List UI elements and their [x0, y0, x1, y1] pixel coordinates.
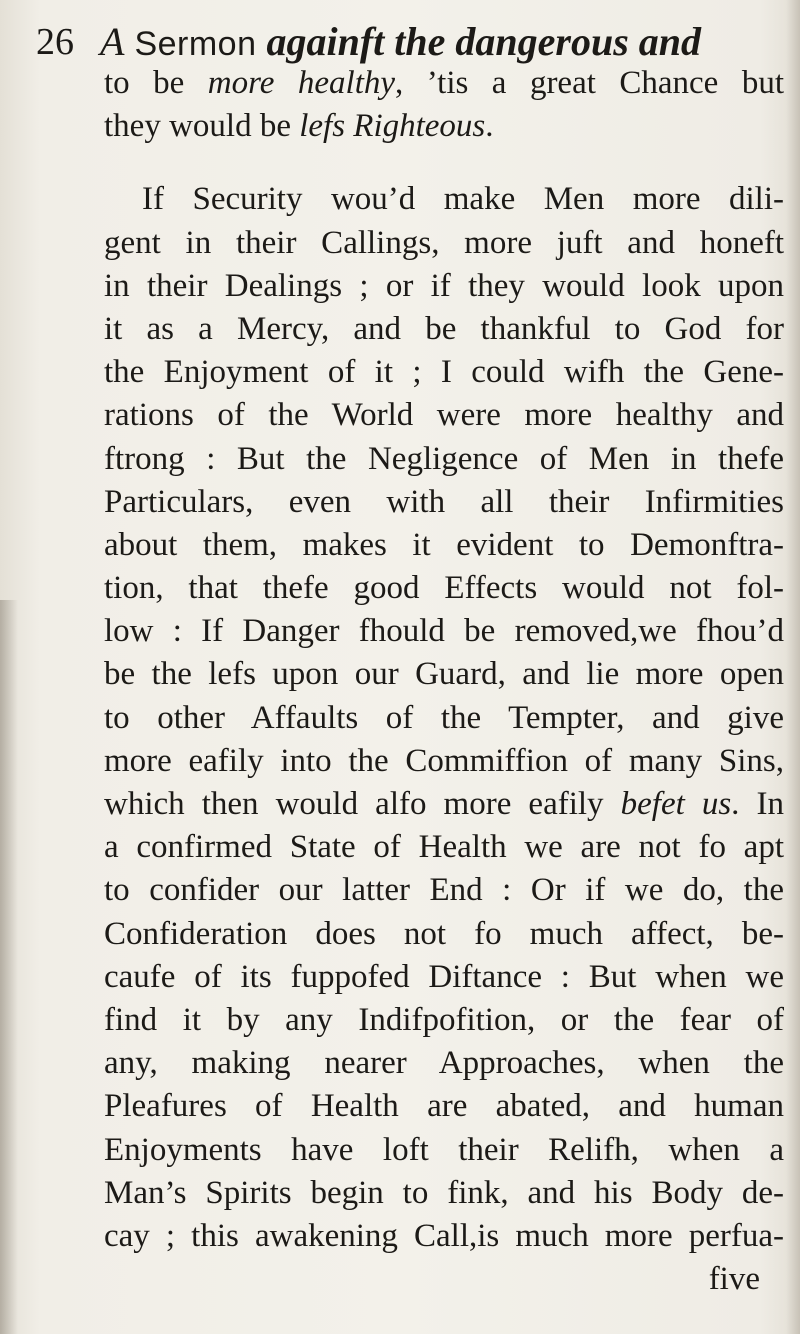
- text-line: find it by any Indifpofition, or the fear of: [104, 1001, 784, 1038]
- text-line: Enjoyments have loft their Relifh, when a: [104, 1131, 784, 1168]
- text-line: the Enjoyment of it ; I could wifh the Gene-: [104, 354, 784, 391]
- text-line: [104, 783, 784, 826]
- text-line: about them, makes it evident to Demonftra-: [104, 526, 784, 563]
- text-run: to be: [104, 65, 208, 101]
- text-run: , ’tis a great Chance but: [395, 65, 784, 101]
- text-line: to other Affaults of the Tempter, and give: [104, 699, 784, 736]
- text-line: caufe of its fuppofed Diftance : But when we: [104, 958, 784, 995]
- text-line: Pleafures of Health are abated, and human: [104, 1088, 784, 1125]
- text-line: Particulars, even with all their Infirmities: [104, 483, 784, 520]
- text-line: Confideration does not fo much affect, be-: [104, 915, 784, 952]
- text-line: gent in their Callings, more juft and honeft: [104, 224, 784, 261]
- text-run: they would be: [104, 108, 300, 145]
- paragraph-gap: [104, 148, 784, 178]
- text-line: more eafily into the Commiffion of many Sins,: [104, 742, 784, 779]
- text-line: any, making nearer Approaches, when the: [104, 1045, 784, 1082]
- running-title-lead: A: [100, 19, 125, 64]
- text-line: to confider our latter End : Or if we do, the: [104, 872, 784, 909]
- sermon-text: [104, 62, 784, 1301]
- text-run: . In: [731, 786, 784, 822]
- text-line: a confirmed State of Health we are not fo apt: [104, 829, 784, 866]
- text-line: be the lefs upon our Guard, and lie more open: [104, 656, 784, 693]
- running-title-roman: Sermon: [134, 25, 257, 63]
- page-number: 26: [36, 21, 74, 63]
- page-shadow-left: [0, 600, 18, 1334]
- text-line: If Security wou’d make Men more dili-: [142, 181, 784, 218]
- text-line: Man’s Spirits begin to fink, and his Body de-: [104, 1174, 784, 1211]
- text-line: it as a Mercy, and be thankful to God for: [104, 310, 784, 347]
- catchword: five: [708, 1261, 760, 1298]
- text-run: .: [485, 108, 494, 145]
- running-title-italic: againft the dangerous and: [266, 19, 702, 64]
- text-line: in their Dealings ; or if they would look upon: [104, 267, 784, 304]
- text-run: which then would alfo more eafily: [104, 786, 621, 822]
- italic-run: lefs Righteous: [299, 108, 486, 145]
- text-line: tion, that thefe good Effects would not fol-: [104, 570, 784, 607]
- text-line: [104, 62, 784, 105]
- text-line: [104, 105, 784, 148]
- text-line: low : If Danger fhould be removed,we fhou’d: [104, 613, 784, 650]
- text-line: cay ; this awakening Call,is much more perfua-: [104, 1217, 784, 1254]
- italic-run: befet us: [620, 786, 732, 822]
- page-shadow-right: [786, 0, 800, 1334]
- text-line: ftrong : But the Negligence of Men in thefe: [104, 440, 784, 477]
- text-line: rations of the World were more healthy and: [104, 397, 784, 434]
- italic-run: more healthy: [207, 65, 396, 101]
